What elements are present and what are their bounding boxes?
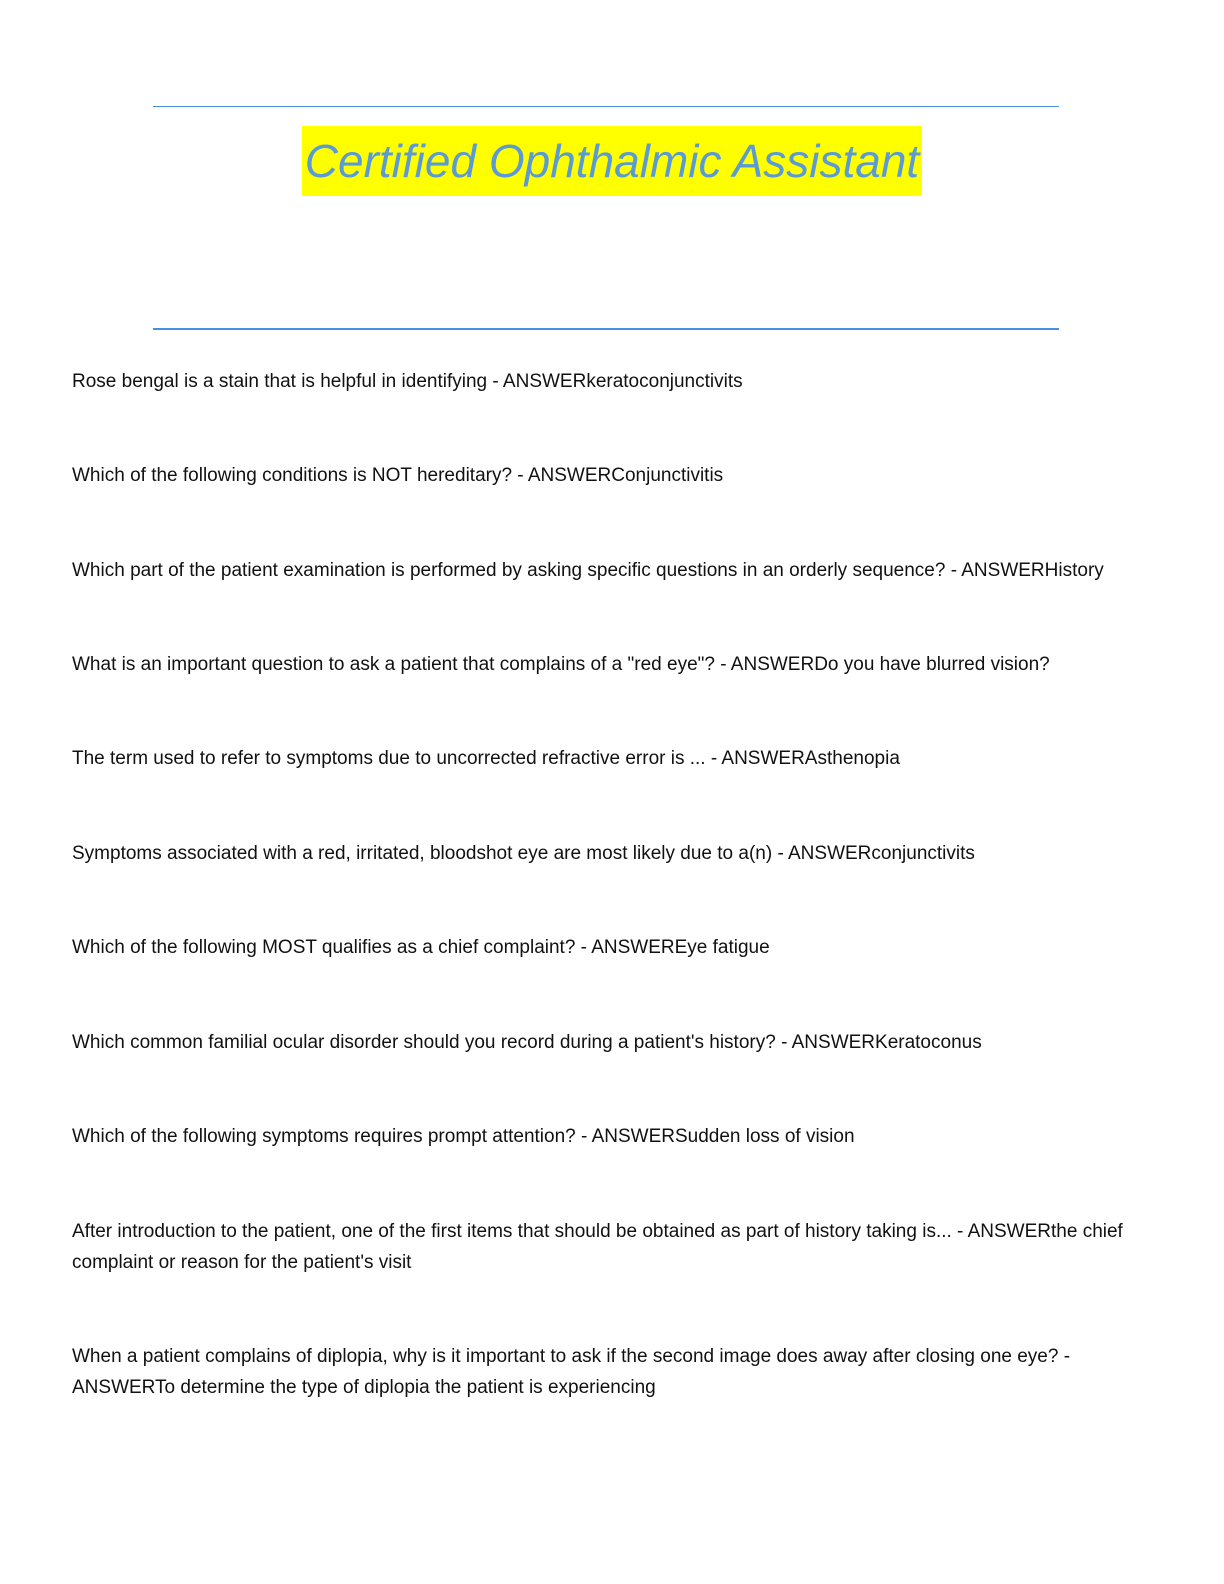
qa-item: Rose bengal is a stain that is helpful in identifying - ANSWERkeratoconjunctivits — [72, 371, 743, 392]
bottom-divider — [153, 328, 1059, 330]
qa-item: Which of the following MOST qualifies as a chief complaint? - ANSWEREye fatigue — [72, 937, 770, 958]
qa-item: What is an important question to ask a patient that complains of a "red eye"? - ANSWERDo you have blurred vision? — [72, 654, 1050, 675]
qa-item: The term used to refer to symptoms due to uncorrected refractive error is ... - ANSWERAsthenopia — [72, 748, 900, 769]
qa-item: Symptoms associated with a red, irritated, bloodshot eye are most likely due to a(n) - ANSWERconjunctivits — [72, 843, 975, 864]
qa-item: After introduction to the patient, one of the first items that should be obtained as part of history taking is... - ANSWERthe chief complaint or reason for the patient's visit — [72, 1221, 1123, 1273]
qa-item: Which part of the patient examination is performed by asking specific questions in an orderly sequence? - ANSWERHistory — [72, 560, 1104, 581]
document-title: Certified Ophthalmic Assistant — [302, 126, 922, 196]
qa-list — [72, 366, 1142, 1403]
title-container — [0, 126, 1224, 196]
qa-item: When a patient complains of diplopia, why is it important to ask if the second image does away after closing one eye? - ANSWERTo determine the type of diplopia the patient is experiencing — [72, 1346, 1071, 1398]
qa-item: Which of the following symptoms requires prompt attention? - ANSWERSudden loss of vision — [72, 1126, 855, 1147]
qa-item: Which common familial ocular disorder should you record during a patient's history? - ANSWERKeratoconus — [72, 1032, 982, 1053]
qa-item: Which of the following conditions is NOT hereditary? - ANSWERConjunctivitis — [72, 465, 724, 486]
top-divider — [153, 106, 1059, 107]
